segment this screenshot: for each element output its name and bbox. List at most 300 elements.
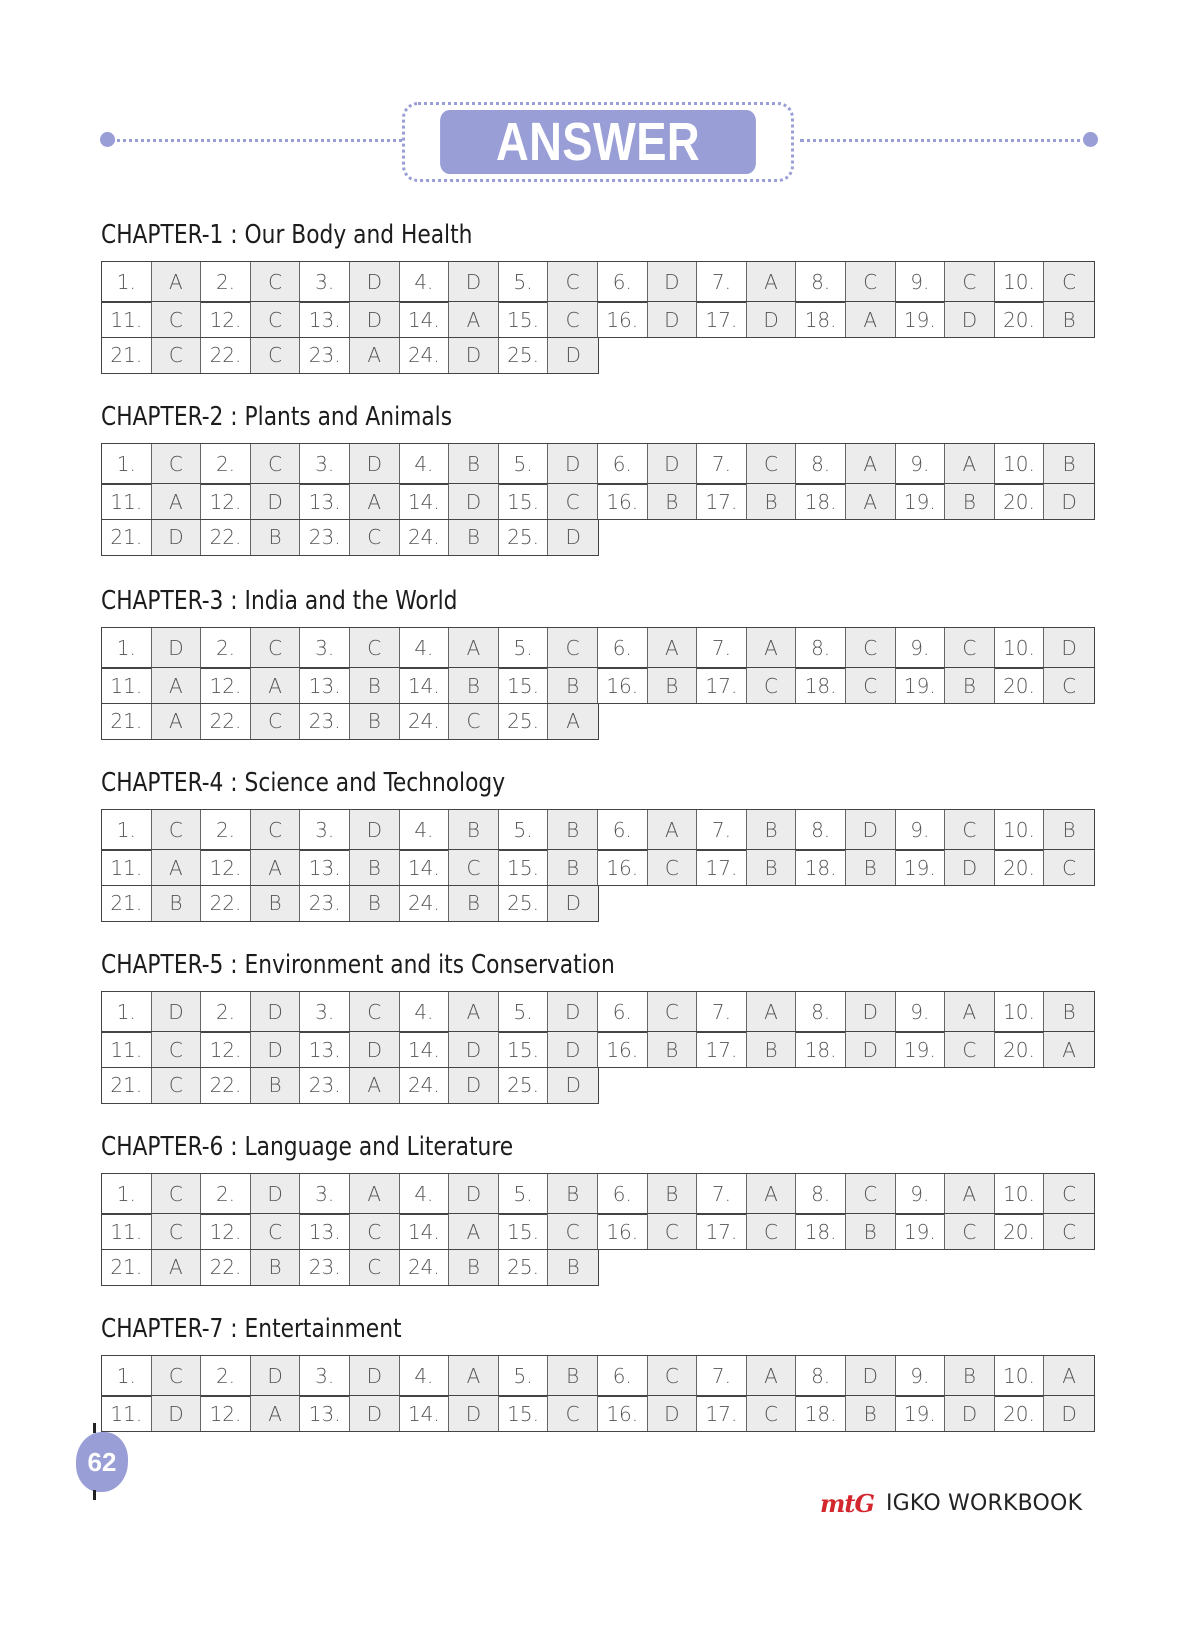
- question-number: 9.: [896, 1174, 946, 1214]
- answer-cell: B: [945, 1356, 995, 1396]
- answer-cell: A: [945, 444, 995, 484]
- answer-grid: [101, 1173, 1101, 1286]
- answer-cell: D: [747, 302, 797, 337]
- question-number: 4.: [400, 992, 450, 1032]
- question-number: 19.: [896, 302, 946, 337]
- answer-cell: D: [548, 992, 598, 1032]
- answer-cell: C: [945, 1214, 995, 1249]
- question-number: 14.: [400, 484, 450, 519]
- question-number: 23.: [300, 338, 350, 373]
- question-number: 3.: [300, 628, 350, 668]
- chapter-title: CHAPTER-5 : Environment and its Conservation: [101, 950, 615, 980]
- question-number: 8.: [796, 262, 846, 302]
- question-number: 23.: [300, 886, 350, 921]
- answer-row: [101, 483, 1095, 520]
- question-number: 6.: [598, 992, 648, 1032]
- answer-cell: C: [251, 262, 301, 302]
- question-number: 6.: [598, 810, 648, 850]
- question-number: 23.: [300, 704, 350, 739]
- answer-cell: C: [747, 1214, 797, 1249]
- question-number: 9.: [896, 262, 946, 302]
- question-number: 12.: [201, 668, 251, 703]
- question-number: 25.: [499, 1250, 549, 1285]
- answer-cell: D: [449, 484, 499, 519]
- question-number: 24.: [400, 704, 450, 739]
- answer-cell: C: [251, 302, 301, 337]
- answer-cell: A: [548, 704, 598, 739]
- answer-cell: C: [449, 850, 499, 885]
- answer-cell: C: [152, 338, 202, 373]
- question-number: 17.: [697, 484, 747, 519]
- question-number: 10.: [995, 628, 1045, 668]
- answer-grid: [101, 809, 1101, 922]
- answer-cell: A: [747, 628, 797, 668]
- answer-cell: C: [1044, 262, 1094, 302]
- question-number: 13.: [300, 302, 350, 337]
- question-number: 11.: [102, 302, 152, 337]
- answer-cell: D: [152, 1396, 202, 1431]
- question-number: 4.: [400, 1356, 450, 1396]
- question-number: 11.: [102, 484, 152, 519]
- answer-cell: D: [548, 520, 598, 555]
- answer-row: [101, 1355, 1095, 1397]
- page-title: ANSWER KEYS: [440, 110, 756, 174]
- question-number: 17.: [697, 850, 747, 885]
- answer-grid: [101, 443, 1101, 556]
- answer-cell: A: [152, 262, 202, 302]
- answer-cell: D: [548, 1068, 598, 1103]
- question-number: 5.: [499, 1174, 549, 1214]
- question-number: 5.: [499, 444, 549, 484]
- answer-cell: B: [152, 886, 202, 921]
- chapter-section: [101, 1314, 1101, 1432]
- answer-cell: C: [449, 704, 499, 739]
- answer-cell: B: [449, 520, 499, 555]
- answer-cell: B: [449, 668, 499, 703]
- question-number: 8.: [796, 810, 846, 850]
- dotted-rule-right: [800, 139, 1088, 142]
- question-number: 3.: [300, 444, 350, 484]
- answer-cell: B: [548, 668, 598, 703]
- question-number: 1.: [102, 1174, 152, 1214]
- answer-cell: C: [152, 1068, 202, 1103]
- answer-cell: C: [350, 1250, 400, 1285]
- answer-cell: B: [747, 1032, 797, 1067]
- answer-row: [101, 1249, 599, 1286]
- answer-cell: C: [1044, 668, 1094, 703]
- question-number: 2.: [201, 810, 251, 850]
- question-number: 7.: [697, 262, 747, 302]
- question-number: 14.: [400, 1214, 450, 1249]
- question-number: 18.: [796, 484, 846, 519]
- question-number: 21.: [102, 886, 152, 921]
- question-number: 24.: [400, 1250, 450, 1285]
- answer-cell: D: [1044, 628, 1094, 668]
- answer-cell: C: [945, 628, 995, 668]
- question-number: 20.: [995, 302, 1045, 337]
- question-number: 19.: [896, 1214, 946, 1249]
- question-number: 10.: [995, 1356, 1045, 1396]
- answer-cell: D: [251, 1174, 301, 1214]
- question-number: 10.: [995, 444, 1045, 484]
- answer-cell: C: [747, 444, 797, 484]
- question-number: 2.: [201, 1174, 251, 1214]
- chapter-section: [101, 402, 1101, 556]
- answer-cell: D: [251, 1032, 301, 1067]
- answer-cell: B: [350, 704, 400, 739]
- question-number: 22.: [201, 520, 251, 555]
- answer-cell: D: [251, 484, 301, 519]
- answer-cell: C: [152, 1356, 202, 1396]
- question-number: 1.: [102, 992, 152, 1032]
- question-number: 13.: [300, 484, 350, 519]
- answer-cell: A: [747, 262, 797, 302]
- answer-cell: C: [1044, 1214, 1094, 1249]
- answer-cell: C: [747, 668, 797, 703]
- answer-cell: D: [1044, 1396, 1094, 1431]
- answer-cell: C: [251, 338, 301, 373]
- dotted-rule-left: [112, 139, 402, 142]
- answer-cell: B: [648, 484, 698, 519]
- answer-cell: C: [251, 628, 301, 668]
- chapter-section: [101, 220, 1101, 374]
- question-number: 24.: [400, 1068, 450, 1103]
- question-number: 19.: [896, 668, 946, 703]
- answer-cell: B: [251, 520, 301, 555]
- answer-cell: D: [548, 338, 598, 373]
- question-number: 18.: [796, 1214, 846, 1249]
- answer-cell: C: [350, 520, 400, 555]
- answer-cell: B: [251, 1068, 301, 1103]
- answer-cell: D: [648, 1396, 698, 1431]
- answer-cell: A: [152, 704, 202, 739]
- answer-cell: C: [846, 1174, 896, 1214]
- question-number: 1.: [102, 1356, 152, 1396]
- answer-cell: B: [548, 1250, 598, 1285]
- answer-cell: B: [648, 1032, 698, 1067]
- answer-cell: A: [449, 992, 499, 1032]
- question-number: 5.: [499, 992, 549, 1032]
- question-number: 1.: [102, 262, 152, 302]
- answer-cell: A: [350, 1068, 400, 1103]
- answer-cell: D: [548, 444, 598, 484]
- answer-cell: C: [251, 704, 301, 739]
- answer-cell: A: [846, 484, 896, 519]
- answer-cell: A: [350, 1174, 400, 1214]
- question-number: 1.: [102, 810, 152, 850]
- answer-cell: A: [449, 1214, 499, 1249]
- answer-cell: C: [846, 668, 896, 703]
- dot-endcap-right: [1083, 132, 1098, 147]
- question-number: 11.: [102, 1214, 152, 1249]
- answer-cell: B: [747, 850, 797, 885]
- page-badge-tick-top: [93, 1423, 96, 1433]
- chapter-section: [101, 586, 1101, 740]
- answer-cell: C: [648, 1214, 698, 1249]
- question-number: 22.: [201, 886, 251, 921]
- question-number: 14.: [400, 302, 450, 337]
- question-number: 22.: [201, 704, 251, 739]
- answer-cell: D: [648, 444, 698, 484]
- question-number: 2.: [201, 992, 251, 1032]
- answer-cell: C: [251, 810, 301, 850]
- answer-cell: C: [152, 810, 202, 850]
- question-number: 10.: [995, 810, 1045, 850]
- answer-cell: B: [548, 850, 598, 885]
- answer-cell: A: [747, 1174, 797, 1214]
- answer-cell: C: [548, 262, 598, 302]
- question-number: 25.: [499, 338, 549, 373]
- answer-cell: C: [548, 1214, 598, 1249]
- answer-cell: B: [350, 668, 400, 703]
- answer-cell: B: [1044, 302, 1094, 337]
- question-number: 2.: [201, 628, 251, 668]
- answer-cell: D: [449, 262, 499, 302]
- answer-cell: D: [846, 992, 896, 1032]
- answer-cell: A: [152, 668, 202, 703]
- question-number: 16.: [598, 484, 648, 519]
- question-number: 5.: [499, 810, 549, 850]
- answer-cell: C: [251, 444, 301, 484]
- answer-cell: C: [350, 628, 400, 668]
- answer-cell: D: [846, 810, 896, 850]
- answer-row: [101, 1213, 1095, 1250]
- question-number: 18.: [796, 850, 846, 885]
- answer-cell: A: [350, 484, 400, 519]
- question-number: 4.: [400, 1174, 450, 1214]
- answer-cell: D: [846, 1032, 896, 1067]
- question-number: 9.: [896, 628, 946, 668]
- answer-cell: C: [152, 302, 202, 337]
- question-number: 22.: [201, 338, 251, 373]
- answer-cell: C: [1044, 1174, 1094, 1214]
- question-number: 15.: [499, 668, 549, 703]
- question-number: 17.: [697, 1214, 747, 1249]
- answer-cell: B: [350, 850, 400, 885]
- question-number: 17.: [697, 302, 747, 337]
- chapter-section: [101, 768, 1101, 922]
- chapter-section: [101, 1132, 1101, 1286]
- question-number: 11.: [102, 668, 152, 703]
- answer-cell: C: [152, 1032, 202, 1067]
- answer-cell: C: [648, 1356, 698, 1396]
- question-number: 13.: [300, 1032, 350, 1067]
- answer-row: [101, 519, 599, 556]
- answer-cell: C: [548, 628, 598, 668]
- answer-cell: D: [648, 302, 698, 337]
- answer-cell: A: [846, 444, 896, 484]
- question-number: 24.: [400, 338, 450, 373]
- question-number: 24.: [400, 520, 450, 555]
- answer-row: [101, 301, 1095, 338]
- question-number: 11.: [102, 850, 152, 885]
- question-number: 25.: [499, 1068, 549, 1103]
- answer-cell: A: [648, 628, 698, 668]
- answer-cell: C: [350, 992, 400, 1032]
- answer-cell: D: [350, 1396, 400, 1431]
- chapter-title: CHAPTER-6 : Language and Literature: [101, 1132, 514, 1162]
- question-number: 8.: [796, 1174, 846, 1214]
- question-number: 21.: [102, 704, 152, 739]
- answer-cell: D: [945, 1396, 995, 1431]
- question-number: 19.: [896, 484, 946, 519]
- answer-cell: A: [449, 628, 499, 668]
- answer-cell: D: [945, 850, 995, 885]
- question-number: 7.: [697, 444, 747, 484]
- answer-row: [101, 809, 1095, 851]
- answer-cell: B: [846, 1396, 896, 1431]
- question-number: 12.: [201, 1214, 251, 1249]
- question-number: 13.: [300, 668, 350, 703]
- question-number: 16.: [598, 850, 648, 885]
- question-number: 11.: [102, 1396, 152, 1431]
- question-number: 6.: [598, 262, 648, 302]
- answer-cell: D: [648, 262, 698, 302]
- question-number: 13.: [300, 1214, 350, 1249]
- answer-cell: C: [648, 992, 698, 1032]
- question-number: 3.: [300, 992, 350, 1032]
- question-number: 12.: [201, 302, 251, 337]
- answer-cell: C: [846, 262, 896, 302]
- question-number: 7.: [697, 628, 747, 668]
- question-number: 12.: [201, 484, 251, 519]
- answer-cell: A: [945, 1174, 995, 1214]
- question-number: 25.: [499, 704, 549, 739]
- answer-cell: D: [449, 1032, 499, 1067]
- answer-cell: B: [945, 668, 995, 703]
- answer-cell: A: [1044, 1032, 1094, 1067]
- answer-cell: A: [449, 302, 499, 337]
- question-number: 7.: [697, 810, 747, 850]
- question-number: 5.: [499, 262, 549, 302]
- answer-cell: A: [747, 1356, 797, 1396]
- question-number: 18.: [796, 668, 846, 703]
- question-number: 14.: [400, 1396, 450, 1431]
- answer-row: [101, 703, 599, 740]
- answer-cell: B: [747, 484, 797, 519]
- answer-cell: C: [350, 1214, 400, 1249]
- question-number: 9.: [896, 1356, 946, 1396]
- question-number: 21.: [102, 1068, 152, 1103]
- answer-cell: D: [152, 628, 202, 668]
- answer-cell: B: [251, 886, 301, 921]
- answer-cell: B: [1044, 444, 1094, 484]
- question-number: 7.: [697, 1174, 747, 1214]
- dot-endcap-left: [100, 132, 115, 147]
- answer-cell: D: [945, 302, 995, 337]
- question-number: 21.: [102, 520, 152, 555]
- answer-cell: A: [350, 338, 400, 373]
- answer-cell: B: [648, 668, 698, 703]
- question-number: 23.: [300, 520, 350, 555]
- answer-cell: D: [251, 992, 301, 1032]
- answer-cell: D: [350, 262, 400, 302]
- answer-cell: A: [1044, 1356, 1094, 1396]
- question-number: 2.: [201, 1356, 251, 1396]
- answer-cell: D: [846, 1356, 896, 1396]
- chapter-title: CHAPTER-4 : Science and Technology: [101, 768, 506, 798]
- question-number: 6.: [598, 1174, 648, 1214]
- answer-cell: A: [152, 1250, 202, 1285]
- question-number: 3.: [300, 1174, 350, 1214]
- question-number: 1.: [102, 444, 152, 484]
- answer-cell: D: [548, 886, 598, 921]
- answer-row: [101, 337, 599, 374]
- answer-row: [101, 667, 1095, 704]
- answer-cell: B: [846, 850, 896, 885]
- question-number: 22.: [201, 1250, 251, 1285]
- question-number: 15.: [499, 1214, 549, 1249]
- answer-cell: B: [548, 1174, 598, 1214]
- answer-cell: C: [251, 1214, 301, 1249]
- question-number: 23.: [300, 1068, 350, 1103]
- question-number: 4.: [400, 810, 450, 850]
- answer-cell: A: [747, 992, 797, 1032]
- question-number: 25.: [499, 886, 549, 921]
- answer-cell: B: [1044, 992, 1094, 1032]
- question-number: 16.: [598, 1032, 648, 1067]
- answer-cell: C: [945, 262, 995, 302]
- question-number: 8.: [796, 1356, 846, 1396]
- answer-grid: [101, 261, 1101, 374]
- question-number: 20.: [995, 1396, 1045, 1431]
- question-number: 14.: [400, 668, 450, 703]
- page-badge-tick-bottom: [93, 1490, 96, 1500]
- question-number: 17.: [697, 668, 747, 703]
- answer-cell: C: [548, 302, 598, 337]
- answer-cell: D: [449, 1174, 499, 1214]
- question-number: 17.: [697, 1032, 747, 1067]
- answer-cell: D: [449, 338, 499, 373]
- answer-cell: C: [648, 850, 698, 885]
- question-number: 4.: [400, 444, 450, 484]
- question-number: 14.: [400, 850, 450, 885]
- answer-cell: C: [152, 444, 202, 484]
- answer-cell: C: [1044, 850, 1094, 885]
- question-number: 11.: [102, 1032, 152, 1067]
- answer-cell: B: [449, 810, 499, 850]
- answer-cell: A: [251, 850, 301, 885]
- chapter-title: CHAPTER-2 : Plants and Animals: [101, 402, 453, 432]
- answer-cell: C: [548, 484, 598, 519]
- question-number: 7.: [697, 992, 747, 1032]
- answer-cell: A: [449, 1356, 499, 1396]
- answer-cell: D: [152, 992, 202, 1032]
- question-number: 20.: [995, 850, 1045, 885]
- question-number: 13.: [300, 1396, 350, 1431]
- answer-cell: C: [548, 1396, 598, 1431]
- answer-cell: B: [548, 810, 598, 850]
- chapter-title: CHAPTER-1 : Our Body and Health: [101, 220, 473, 250]
- question-number: 17.: [697, 1396, 747, 1431]
- answer-row: [101, 885, 599, 922]
- answer-cell: A: [846, 302, 896, 337]
- answer-row: [101, 261, 1095, 303]
- answer-cell: B: [747, 810, 797, 850]
- question-number: 20.: [995, 668, 1045, 703]
- question-number: 8.: [796, 628, 846, 668]
- answer-cell: D: [1044, 484, 1094, 519]
- answer-cell: A: [648, 810, 698, 850]
- answer-cell: B: [648, 1174, 698, 1214]
- answer-row: [101, 1395, 1095, 1432]
- question-number: 15.: [499, 1396, 549, 1431]
- question-number: 20.: [995, 1214, 1045, 1249]
- answer-row: [101, 1173, 1095, 1215]
- answer-cell: B: [350, 886, 400, 921]
- question-number: 15.: [499, 302, 549, 337]
- book-title: IGKO WORKBOOK: [885, 1490, 1083, 1516]
